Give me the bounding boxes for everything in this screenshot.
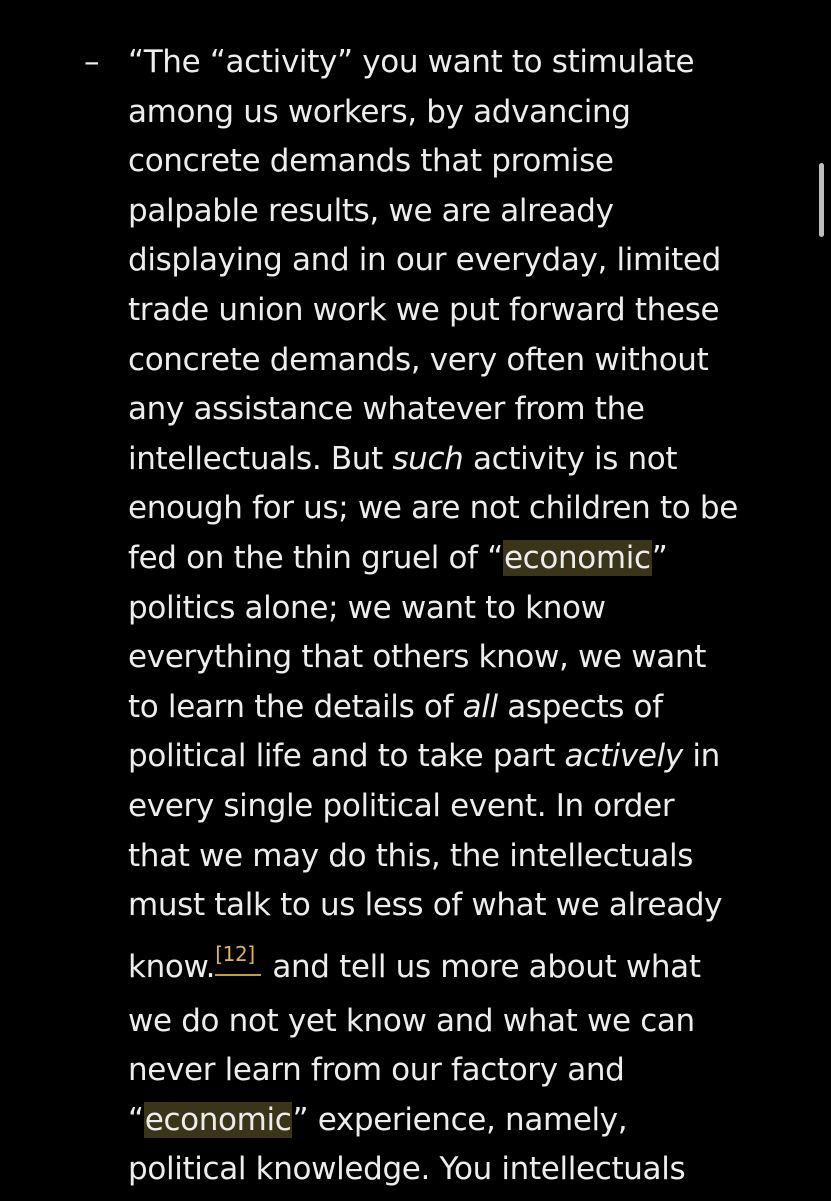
text-line: political life and to take part actively in [128,738,720,775]
text-line: displaying and in our everyday, limited [128,242,721,279]
text-line: fed on the thin gruel of “economic” [128,539,668,576]
text-line: intellectuals. But such activity is not [128,440,678,477]
highlighted-word[interactable]: economic [503,539,651,576]
text-line: concrete demands, very often without [128,341,709,378]
text-line: we do not yet know and what we can [128,1002,695,1039]
text-line: political knowledge. You intellectuals [128,1151,686,1188]
text-line: enough for us; we are not children to be [128,490,738,527]
text-line: concrete demands that promise [128,143,614,180]
text-line: must talk to us less of what we already [128,887,723,924]
quote-passage [128,44,788,1201]
text-line: palpable results, we are already [128,192,614,229]
emphasis: such [392,440,464,477]
text-line: politics alone; we want to know [128,589,606,626]
text-line: everything that others know, we want [128,639,707,676]
emphasis: actively [564,738,683,775]
text-line: never learn from our factory and [128,1052,625,1089]
text-line: that we may do this, the intellectuals [128,837,694,874]
text-line: any assistance whatever from the [128,391,645,428]
text-line: trade union work we put forward these [128,291,720,328]
text-line: every single political event. In order [128,787,675,824]
emphasis: all [462,688,498,725]
scrollbar-thumb[interactable] [819,163,824,237]
text-line: know.[12] and tell us more about what [128,941,701,985]
text-line: “The “activity” you want to stimulate [128,44,695,80]
text-line: among us workers, by advancing [128,93,631,130]
text-line: to learn the details of all aspects of [128,688,663,725]
text-line: “economic” experience, namely, [128,1101,628,1138]
highlighted-word[interactable]: economic [144,1101,292,1138]
footnote-link[interactable]: [12] [215,944,261,976]
list-bullet: – [84,44,100,80]
